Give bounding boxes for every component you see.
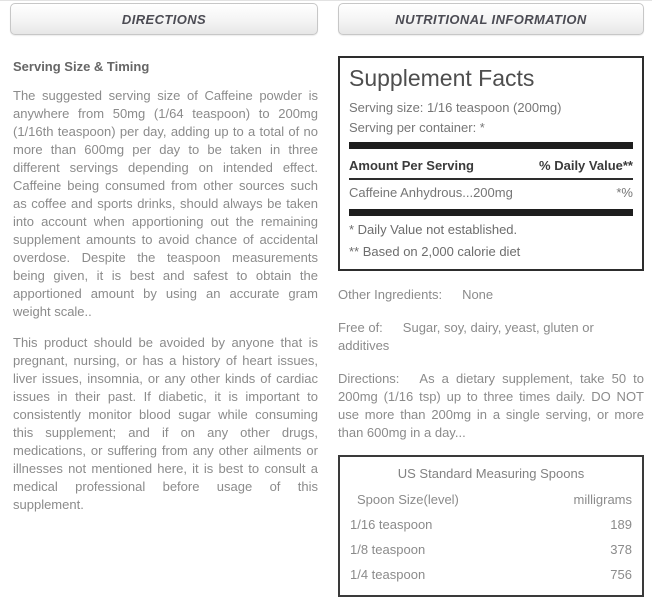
dietary-directions-text: As a dietary supplement, take 50 to 200mg (1/16 tsp) up to three times daily. DO NOT use more than 200mg in a single serving, or more than 600mg in a day... xyxy=(338,371,644,440)
thick-divider-bar xyxy=(349,142,633,149)
nutritional-column xyxy=(326,3,646,597)
table-row xyxy=(350,562,632,587)
directions-header-button[interactable]: DIRECTIONS xyxy=(10,3,318,35)
table-row xyxy=(350,512,632,537)
daily-value-footnote: * Daily Value not established. xyxy=(349,222,518,237)
milligrams-cell: 189 xyxy=(610,517,632,532)
amount-per-serving-label: Amount Per Serving xyxy=(349,158,474,173)
caffeine-amount-label: Caffeine Anhydrous...200mg xyxy=(349,185,513,200)
caffeine-row xyxy=(349,180,633,205)
spoon-size-column-header: Spoon Size(level) xyxy=(357,492,459,507)
free-of-label: Free of: xyxy=(338,320,383,335)
other-ingredients-row xyxy=(338,286,644,304)
dietary-directions-row xyxy=(338,370,644,442)
thick-divider-bar xyxy=(349,209,633,216)
directions-paragraph-1: The suggested serving size of Caffeine powder is anywhere from 50mg (1/64 teaspoon) to 200mg (1/16th teaspoon) per day, adding up to a total of no more than 600mg per day to be taken in three different servings depending on intended effect. Caffeine being consumed from other sources such as coffee and sports drinks, should always be taken into account when apportioning out the remaining supplement amounts to avoid chance of accidental overdose. Despite the teaspoon measurements being given, it is best and safest to obtain the apportioned amount by using an accurate gram weight scale.. xyxy=(13,88,318,319)
measuring-spoons-title: US Standard Measuring Spoons xyxy=(397,466,585,481)
directions-column xyxy=(6,3,326,597)
milligrams-column-header: milligrams xyxy=(573,492,632,507)
caffeine-dv-value: *% xyxy=(616,185,633,200)
product-info-page xyxy=(0,1,652,597)
supplement-facts-panel xyxy=(338,56,644,271)
serving-size-line: Serving size: 1/16 teaspoon (200mg) xyxy=(349,100,562,115)
dietary-directions-label: Directions: xyxy=(338,371,400,386)
spoon-size-cell: 1/4 teaspoon xyxy=(350,567,426,582)
daily-value-label: % Daily Value** xyxy=(539,158,633,173)
serving-size-timing-heading: Serving Size & Timing xyxy=(13,59,150,74)
free-of-value: Sugar, soy, dairy, yeast, gluten or additives xyxy=(338,320,594,353)
table-row xyxy=(350,537,632,562)
other-ingredients-label: Other Ingredients: xyxy=(338,287,443,302)
directions-paragraph-2: This product should be avoided by anyone that is pregnant, nursing, or has a history of heart issues, liver issues, insomnia, or any other kinds of cardiac issues in their past. If diabetic, it is important to consistently monitor blood sugar while consuming this supplement; and if on any other drugs, medications, or suffering from any other ailments or illnesses not mentioned here, it is best to consult a medical professional before usage of this supplement. xyxy=(13,335,318,512)
spoon-size-cell: 1/16 teaspoon xyxy=(350,517,433,532)
amount-per-serving-row xyxy=(349,153,633,180)
nutritional-header-button[interactable]: NUTRITIONAL INFORMATION xyxy=(338,3,644,35)
milligrams-cell: 756 xyxy=(610,567,632,582)
serving-per-container-line: Serving per container: * xyxy=(349,120,485,135)
calorie-diet-footnote: ** Based on 2,000 calorie diet xyxy=(349,244,521,259)
measuring-spoons-table xyxy=(338,455,644,597)
spoon-table-header-row xyxy=(350,487,632,512)
other-ingredients-value: None xyxy=(462,287,494,302)
free-of-row xyxy=(338,319,644,355)
supplement-facts-title: Supplement Facts xyxy=(349,65,535,91)
spoon-size-cell: 1/8 teaspoon xyxy=(350,542,426,557)
milligrams-cell: 378 xyxy=(610,542,632,557)
